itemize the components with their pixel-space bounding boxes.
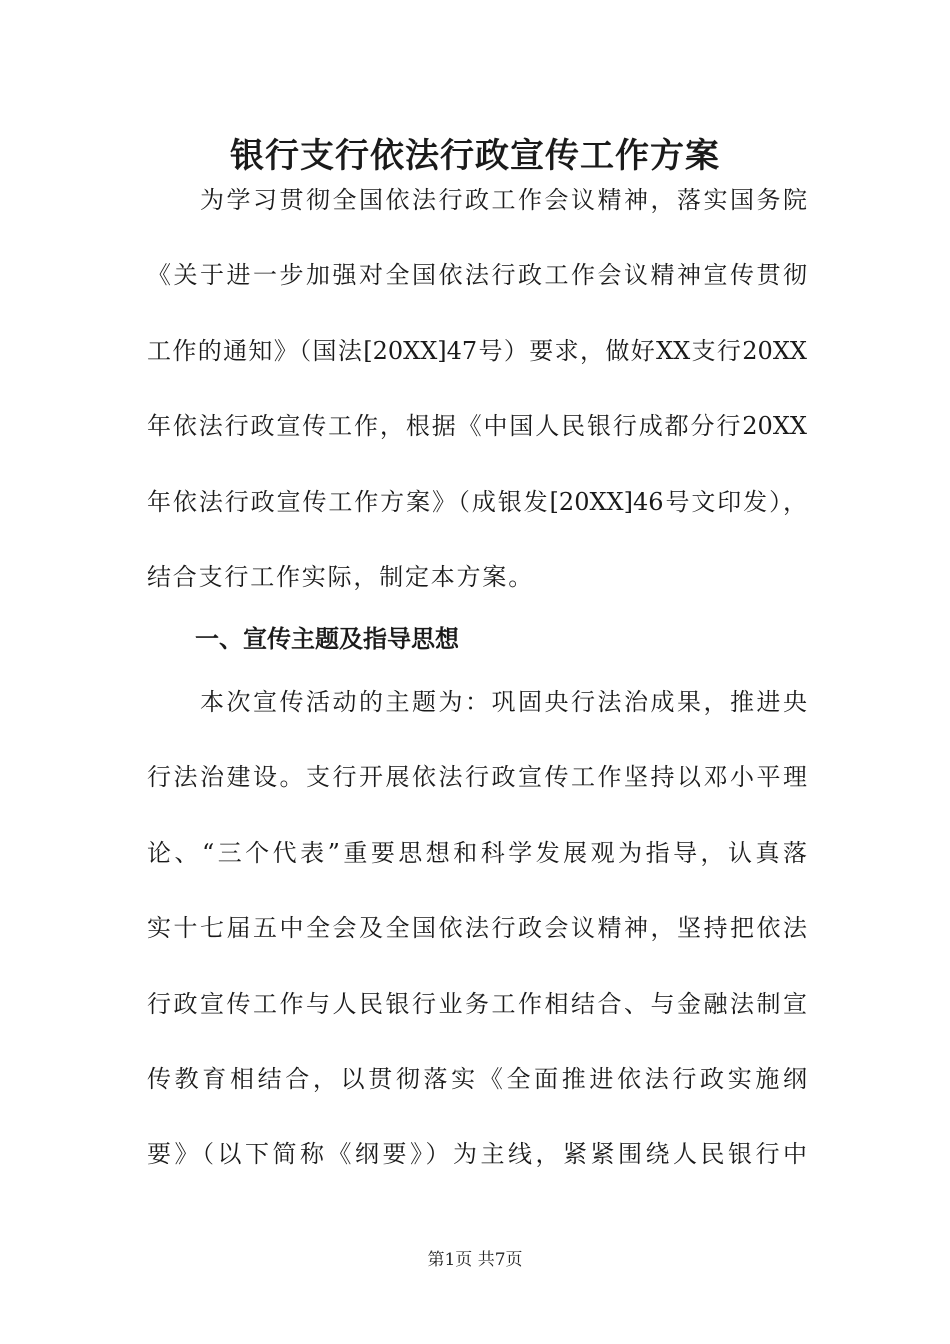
paragraph-line: 实十七届五中全会及全国依法行政会议精神，坚持把依法 (147, 914, 807, 942)
paragraph-line: 本次宣传活动的主题为：巩固央行法治成果，推进央 (147, 688, 807, 716)
paragraph-line: 传教育相结合，以贯彻落实《全面推进依法行政实施纲 (147, 1065, 807, 1093)
paragraph-line: 年依法行政宣传工作，根据《中国人民银行成都分行20XX (147, 412, 807, 440)
paragraph-line: 《关于进一步加强对全国依法行政工作会议精神宣传贯彻 (147, 261, 807, 289)
paragraph-line: 结合支行工作实际，制定本方案。 (147, 563, 534, 591)
paragraph-line: 行政宣传工作与人民银行业务工作相结合、与金融法制宣 (147, 990, 807, 1018)
paragraph-line: 论、“三个代表”重要思想和科学发展观为指导，认真落 (147, 839, 807, 867)
paragraph-line: 工作的通知》（国法[20XX]47号）要求，做好XX支行20XX (147, 337, 807, 365)
page-number-footer: 第1页 共7页 (427, 1250, 523, 1270)
document-title: 银行支行依法行政宣传工作方案 (230, 136, 720, 176)
paragraph-line: 要》（以下简称《纲要》）为主线，紧紧围绕人民银行中 (147, 1140, 807, 1168)
paragraph-line: 为学习贯彻全国依法行政工作会议精神，落实国务院 (147, 186, 807, 214)
section-heading: 一、宣传主题及指导思想 (195, 625, 459, 653)
paragraph-line: 年依法行政宣传工作方案》（成银发[20XX]46号文印发）， (147, 488, 807, 516)
paragraph-line: 行法治建设。支行开展依法行政宣传工作坚持以邓小平理 (147, 763, 807, 791)
